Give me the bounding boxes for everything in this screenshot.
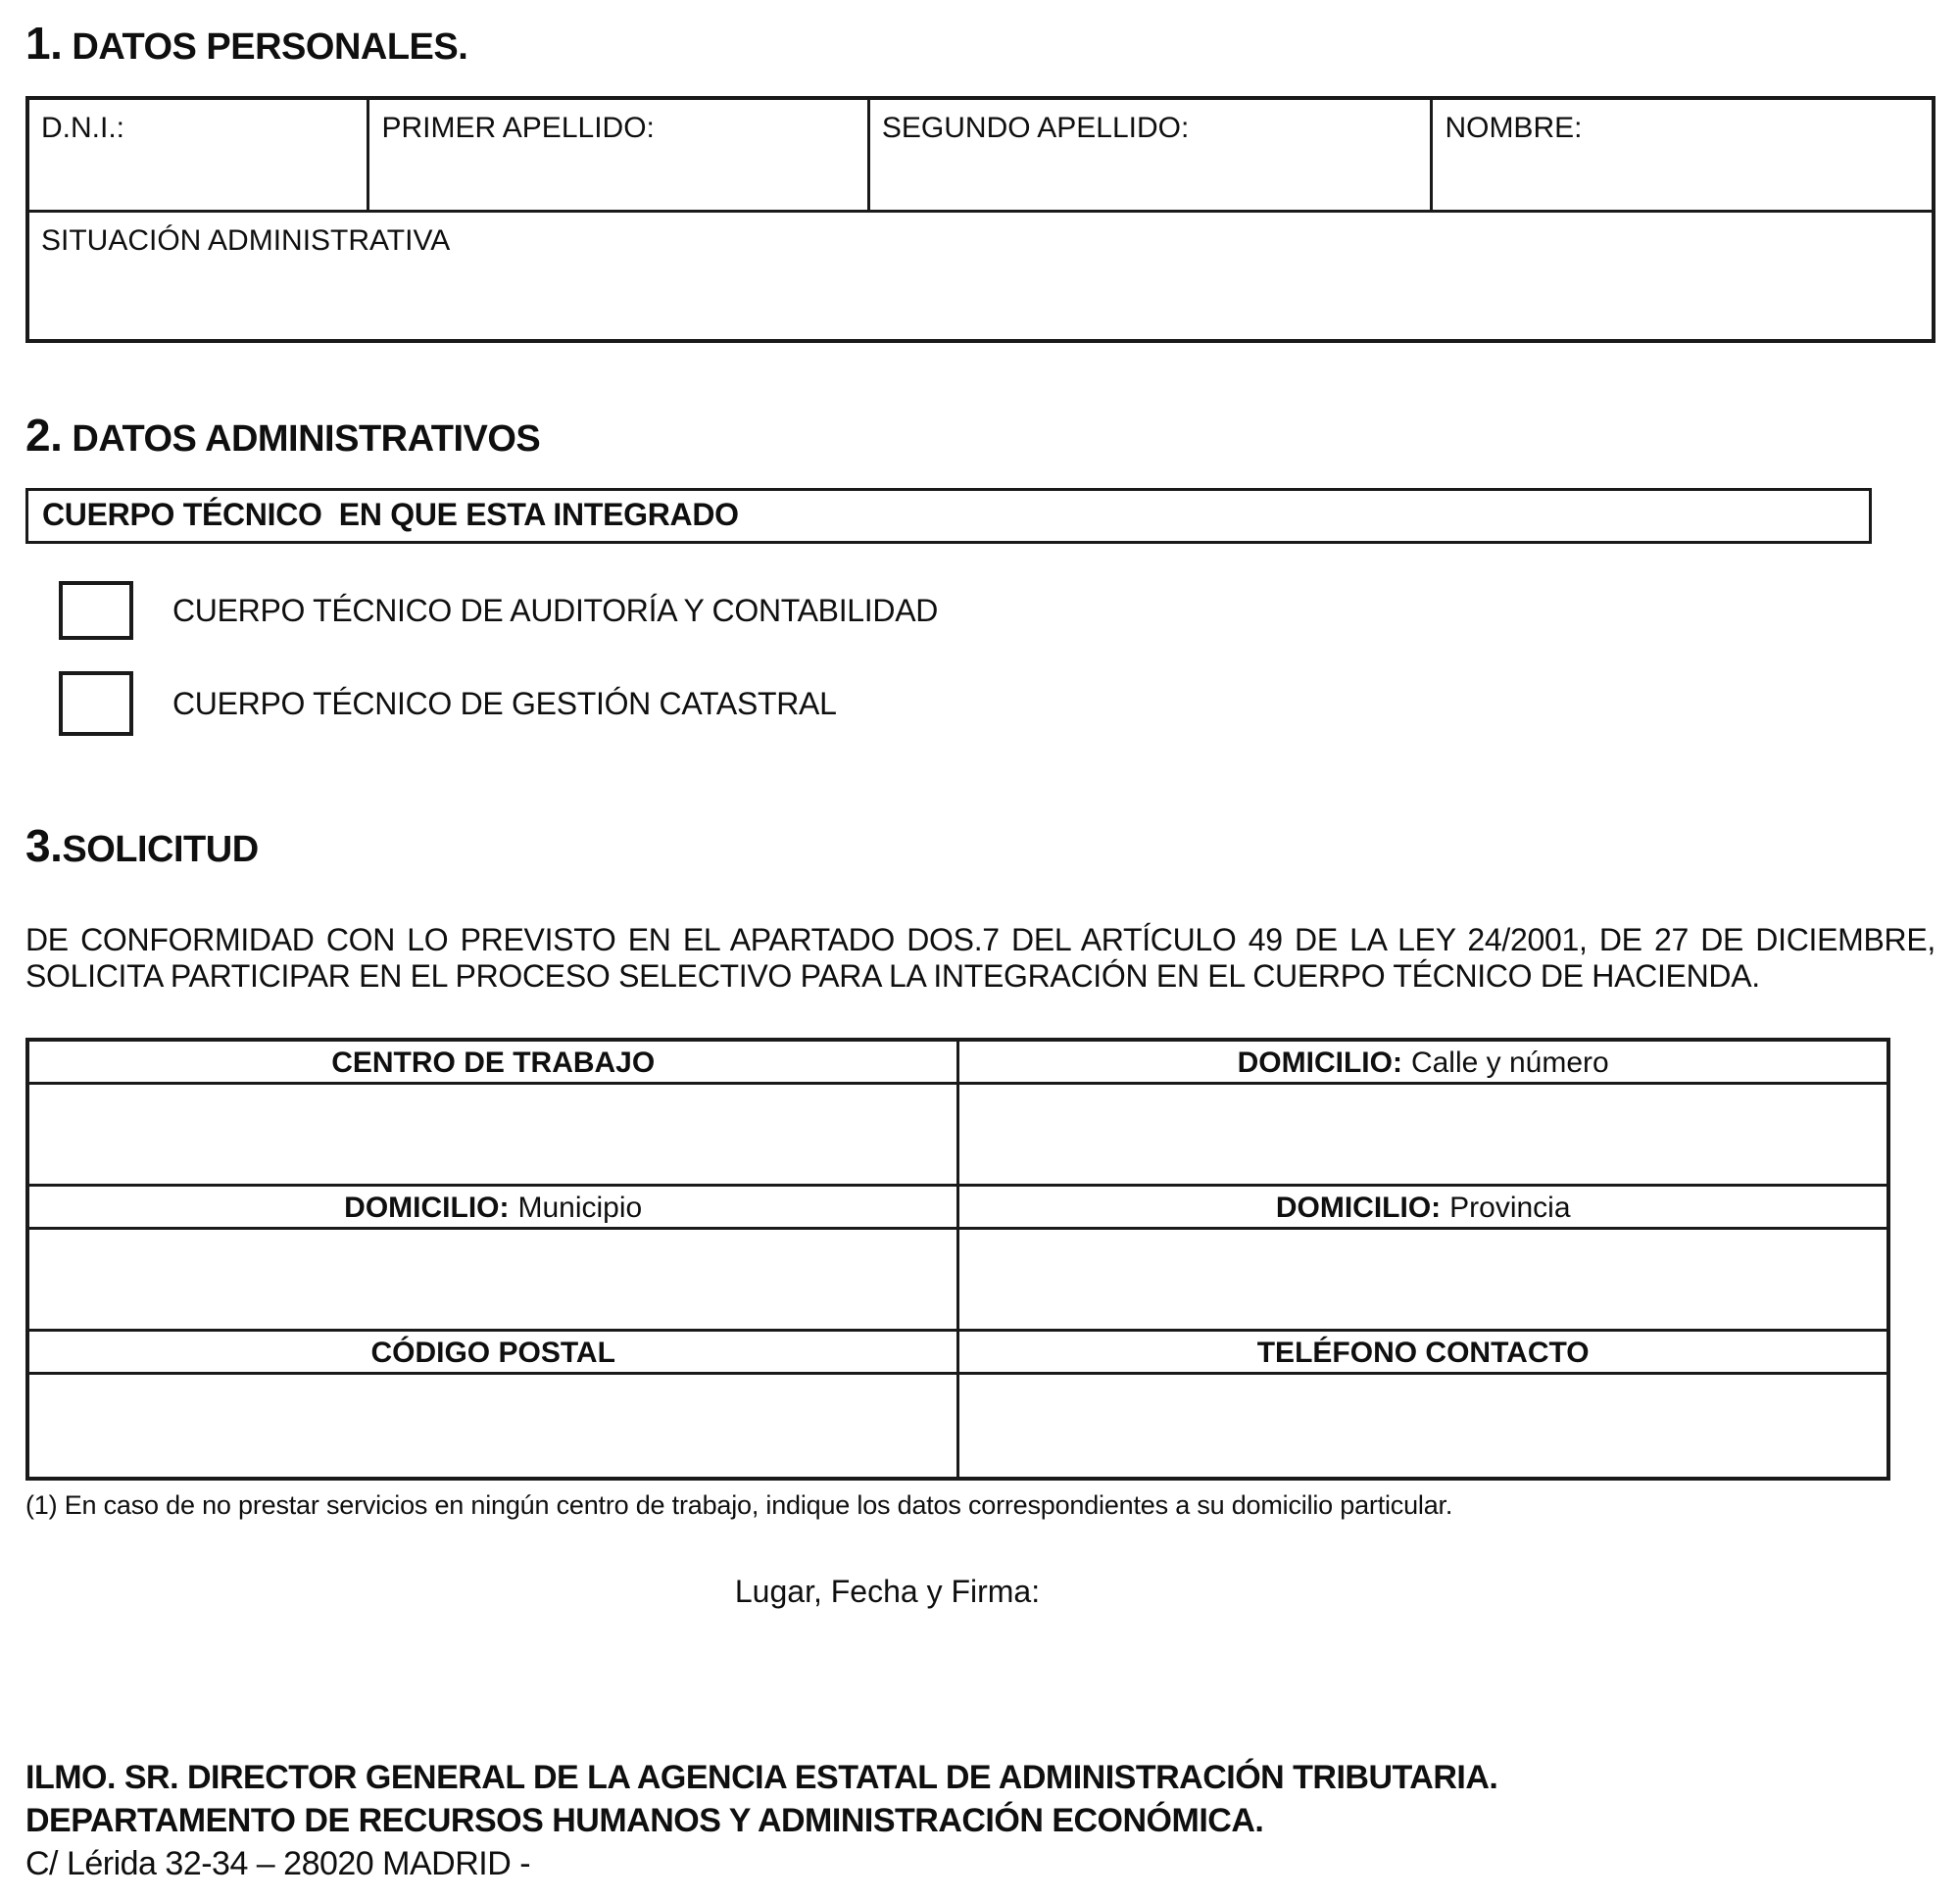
centro-trabajo-header: CENTRO DE TRABAJO	[29, 1042, 959, 1085]
lugar-fecha-firma-label: Lugar, Fecha y Firma:	[734, 1574, 1041, 1609]
section-title-solicitud: 3.SOLICITUD	[25, 820, 259, 871]
codigo-postal-header: CÓDIGO POSTAL	[29, 1332, 959, 1375]
option-gestion-catastral	[59, 671, 1936, 736]
centro-trabajo-field[interactable]	[29, 1085, 959, 1187]
segundo-apellido-label: SEGUNDO APELLIDO:	[881, 112, 1190, 144]
primer-apellido-label: PRIMER APELLIDO:	[381, 112, 655, 144]
solicitud-paragraph: DE CONFORMIDAD CON LO PREVISTO EN EL APARTADO DOS.7 DEL ARTÍCULO 49 DE LA LEY 24/2001, DE 27 DE DICIEMBRE, SOLICITA PARTICIPAR EN EL PROCESO SELECTIVO PARA LA INTEGRACIÓN EN EL CUERPO TÉCNICO DE HACIENDA.	[25, 922, 1936, 994]
domicilio-provincia-header: DOMICILIO: Provincia	[959, 1187, 1886, 1230]
domicilio-calle-header: DOMICILIO: Calle y número	[959, 1042, 1886, 1085]
solicitud-table	[25, 1038, 1890, 1481]
addressee-line-1: ILMO. SR. DIRECTOR GENERAL DE LA AGENCIA ESTATAL DE ADMINISTRACIÓN TRIBUTARIA.	[25, 1759, 1498, 1796]
section-title-datos-personales: 1. DATOS PERSONALES.	[25, 18, 468, 69]
nombre-label: NOMBRE:	[1445, 112, 1583, 144]
cuerpo-options	[59, 581, 1936, 736]
section-number: 1.	[25, 18, 63, 69]
dni-field[interactable]	[29, 100, 369, 210]
addressee-address: C/ Lérida 32-34 – 28020 MADRID -	[25, 1845, 531, 1882]
domicilio-calle-field[interactable]	[959, 1085, 1886, 1187]
datos-personales-table	[25, 96, 1936, 343]
section-number: 3.	[25, 820, 63, 871]
telefono-contacto-header: TELÉFONO CONTACTO	[959, 1332, 1886, 1375]
cuerpo-tecnico-header-bar: CUERPO TÉCNICO EN QUE ESTA INTEGRADO	[25, 488, 1872, 544]
segundo-apellido-field[interactable]	[870, 100, 1434, 210]
section-number: 2.	[25, 410, 63, 461]
checkbox-auditoria[interactable]	[59, 581, 133, 640]
addressee-line-2: DEPARTAMENTO DE RECURSOS HUMANOS Y ADMINISTRACIÓN ECONÓMICA.	[25, 1802, 1264, 1839]
checkbox-gestion-catastral-label: CUERPO TÉCNICO DE GESTIÓN CATASTRAL	[172, 685, 837, 721]
primer-apellido-field[interactable]	[369, 100, 869, 210]
telefono-contacto-field[interactable]	[959, 1375, 1886, 1477]
option-auditoria	[59, 581, 1936, 640]
domicilio-provincia-field[interactable]	[959, 1230, 1886, 1332]
domicilio-municipio-header: DOMICILIO: Municipio	[29, 1187, 959, 1230]
section-title-datos-administrativos: 2. DATOS ADMINISTRATIVOS	[25, 410, 541, 461]
checkbox-auditoria-label: CUERPO TÉCNICO DE AUDITORÍA Y CONTABILIDAD	[172, 592, 939, 628]
footnote: (1) En caso de no prestar servicios en ningún centro de trabajo, indique los datos correspondientes a su domicilio particular.	[25, 1490, 1453, 1520]
domicilio-municipio-field[interactable]	[29, 1230, 959, 1332]
situacion-administrativa-label: SITUACIÓN ADMINISTRATIVA	[41, 224, 451, 257]
dni-label: D.N.I.:	[41, 112, 125, 144]
addressee-block	[25, 1756, 1497, 1885]
nombre-field[interactable]	[1433, 100, 1932, 210]
situacion-administrativa-field[interactable]	[29, 210, 1932, 339]
codigo-postal-field[interactable]	[29, 1375, 959, 1477]
checkbox-gestion-catastral[interactable]	[59, 671, 133, 736]
